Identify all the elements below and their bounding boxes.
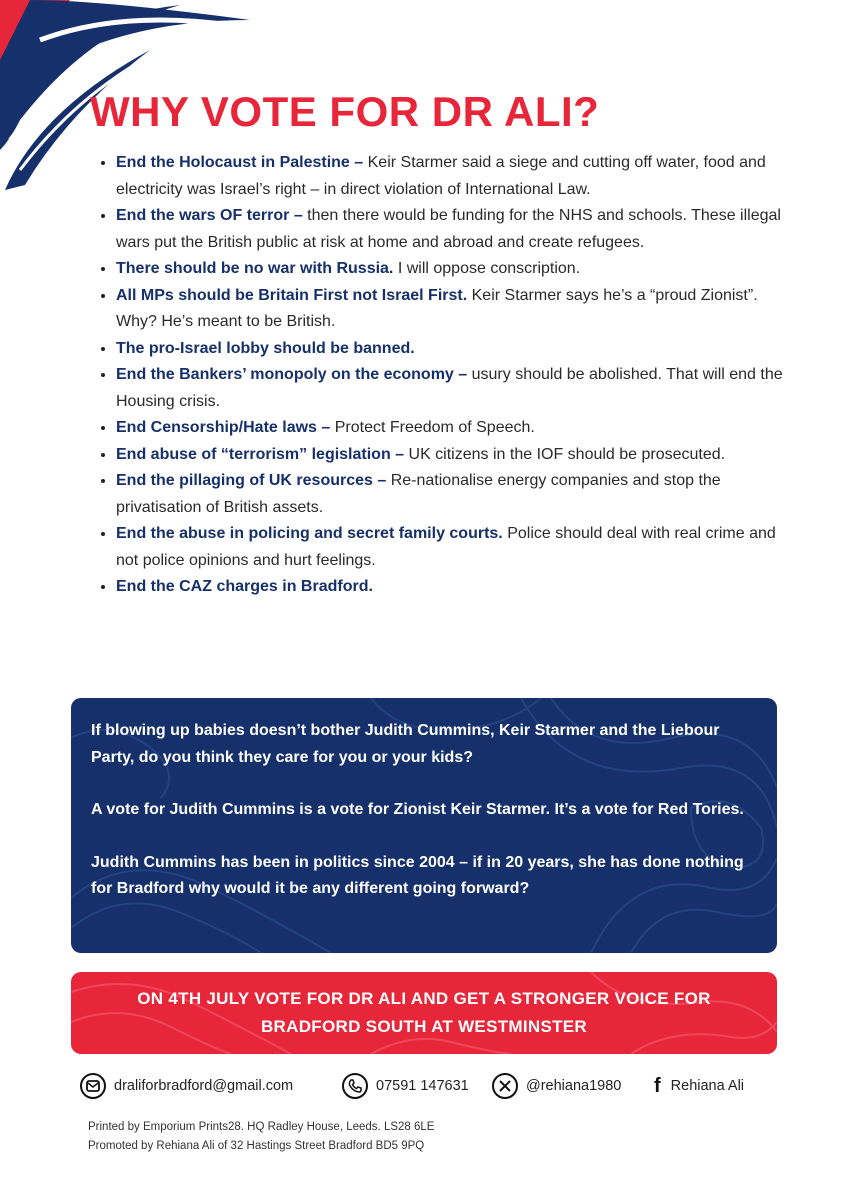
point-lead: End the CAZ charges in Bradford. bbox=[116, 578, 373, 595]
email-icon bbox=[80, 1073, 106, 1099]
message-panel bbox=[71, 698, 777, 953]
point-text: UK citizens in the IOF should be prosecuted. bbox=[404, 445, 726, 463]
cta-line: BRADFORD SOUTH AT WESTMINSTER bbox=[260, 1017, 587, 1036]
contact-email[interactable] bbox=[80, 1070, 293, 1102]
point-lead: End the abuse in policing and secret family courts. bbox=[116, 525, 503, 542]
promoted-by-text: Promoted by Rehiana Ali of 32 Hastings Street Bradford BD5 9PQ bbox=[88, 1140, 425, 1152]
policy-list bbox=[100, 150, 786, 601]
list-item bbox=[116, 574, 786, 601]
list-item bbox=[116, 442, 786, 469]
point-text: Keir Starmer says he’s a “proud Zionist”. Why? He’s meant to be British. bbox=[116, 286, 758, 330]
cta-line: ON 4TH JULY VOTE FOR DR ALI AND GET A STRONGER VOICE FOR bbox=[137, 989, 711, 1008]
list-item bbox=[116, 362, 786, 415]
imprint-footer bbox=[88, 1118, 434, 1156]
call-to-action-banner bbox=[71, 972, 777, 1054]
x-handle-text: @rehiana1980 bbox=[526, 1078, 622, 1094]
point-text: I will oppose conscription. bbox=[393, 260, 581, 277]
point-text: Re-nationalise energy companies and stop the privatisation of British assets. bbox=[116, 472, 721, 516]
contact-phone[interactable] bbox=[342, 1070, 469, 1102]
point-text: usury should be abolished. That will end the Housing crisis. bbox=[116, 366, 783, 410]
list-item bbox=[116, 415, 786, 442]
point-lead: There should be no war with Russia. bbox=[116, 260, 394, 277]
point-lead: All MPs should be Britain First not Israel First. bbox=[116, 286, 468, 304]
message-paragraph: A vote for Judith Cummins is a vote for Zionist Keir Starmer. It’s a vote for Red Tories. bbox=[91, 801, 744, 818]
email-text: draliforbradford@gmail.com bbox=[114, 1078, 294, 1094]
list-item bbox=[116, 283, 786, 336]
page-title: WHY VOTE FOR DR ALI? bbox=[90, 88, 600, 135]
point-text: then there would be funding for the NHS and schools. These illegal wars put the British public at risk at home and abroad and create refugees. bbox=[116, 207, 781, 251]
printed-by-text: Printed by Emporium Prints28. HQ Radley House, Leeds. LS28 6LE bbox=[88, 1121, 435, 1133]
list-item bbox=[116, 150, 786, 203]
point-lead: End Censorship/Hate laws – bbox=[116, 419, 331, 436]
point-text: Police should deal with real crime and not police opinions and hurt feelings. bbox=[116, 525, 776, 569]
contact-facebook[interactable] bbox=[654, 1070, 744, 1102]
point-text: Keir Starmer said a siege and cutting off water, food and electricity was Israel’s right – in direct violation of International Law. bbox=[116, 154, 766, 198]
message-paragraph: Judith Cummins has been in politics since 2004 – if in 20 years, she has done nothing for Bradford why would it be any different going forward? bbox=[91, 853, 744, 897]
facebook-text: Rehiana Ali bbox=[670, 1078, 745, 1094]
point-lead: End the Holocaust in Palestine – bbox=[116, 154, 364, 171]
list-item bbox=[116, 468, 786, 521]
point-text: Protect Freedom of Speech. bbox=[330, 419, 535, 436]
point-lead: End the Bankers’ monopoly on the economy – bbox=[116, 366, 468, 383]
contact-x[interactable] bbox=[492, 1070, 621, 1102]
phone-icon bbox=[342, 1073, 368, 1099]
list-item bbox=[116, 256, 786, 283]
point-lead: End abuse of “terrorism” legislation – bbox=[116, 445, 405, 463]
x-icon bbox=[492, 1073, 518, 1099]
point-lead: End the wars OF terror – bbox=[116, 207, 303, 224]
point-lead: End the pillaging of UK resources – bbox=[116, 472, 387, 489]
list-item bbox=[116, 521, 786, 574]
list-item bbox=[116, 203, 786, 256]
phone-text: 07591 147631 bbox=[376, 1078, 469, 1094]
list-item bbox=[116, 336, 786, 363]
message-paragraph: If blowing up babies doesn’t bother Judith Cummins, Keir Starmer and the Liebour Party, do you think they care for you or your kids? bbox=[91, 722, 720, 766]
point-lead: The pro-Israel lobby should be banned. bbox=[116, 339, 415, 357]
facebook-icon: f bbox=[654, 1074, 661, 1097]
contact-bar bbox=[80, 1070, 780, 1102]
